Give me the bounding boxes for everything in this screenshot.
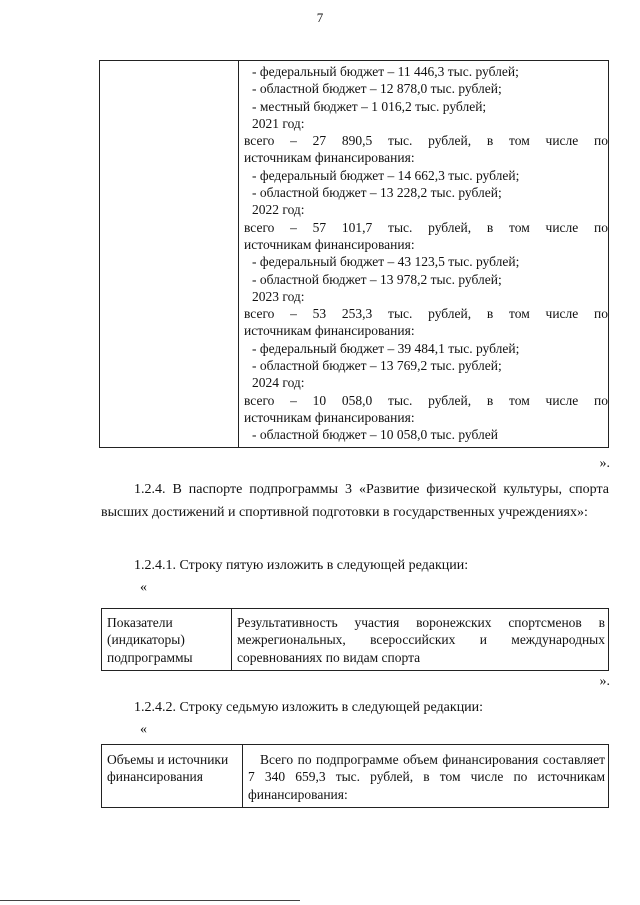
empty-label-cell [100,61,239,448]
funding-details-cell [239,61,609,448]
funding-line: - областной бюджет – 10 058,0 тыс. рублей [252,427,498,443]
funding-total-line: всего – 10 058,0 тыс. рублей, в том числе по [244,392,608,408]
paragraph-1-2-4-1: 1.2.4.1. Строку пятую изложить в следующей редакции: [134,558,469,573]
paragraph-1-2-4-2: 1.2.4.2. Строку седьмую изложить в следующей редакции: [134,700,484,715]
funding-line: - федеральный бюджет – 43 123,5 тыс. рублей; [252,254,520,270]
funding-line: - федеральный бюджет – 39 484,1 тыс. рублей; [252,340,520,356]
financing-label-cell: Объемы и источники финансирования [102,745,243,808]
closing-quote: ». [599,456,610,471]
indicators-table [101,608,609,671]
funding-line: источникам финансирования: [244,150,415,166]
opening-quote: « [140,580,147,595]
financing-table [101,744,609,808]
funding-line: источникам финансирования: [244,236,415,252]
funding-line: - федеральный бюджет – 14 662,3 тыс. рублей; [252,167,520,183]
funding-line: - областной бюджет – 13 769,2 тыс. рублей; [252,358,502,374]
indicators-value-cell: Результативность участия воронежских спортсменов в межрегиональных, всероссийских и международных соревнованиях по видам спорта [232,609,609,671]
funding-line: - федеральный бюджет – 11 446,3 тыс. рублей; [252,64,519,79]
funding-line: - областной бюджет – 13 978,2 тыс. рублей; [252,271,502,287]
closing-quote: ». [599,674,610,689]
page-number: 7 [316,10,324,25]
year-heading: 2023 год: [252,288,305,304]
funding-table-continuation [99,60,609,448]
year-heading: 2021 год: [252,115,305,131]
financing-value-cell: Всего по подпрограмме объем финансирования составляет 7 340 659,3 тыс. рублей, в том числе по источникам финансирования: [243,745,609,808]
funding-total-line: всего – 53 253,3 тыс. рублей, в том числе по [244,306,608,322]
funding-line: - местный бюджет – 1 016,2 тыс. рублей; [252,98,487,114]
funding-line: источникам финансирования: [244,409,415,425]
funding-line: - областной бюджет – 12 878,0 тыс. рублей; [252,81,502,97]
indicators-label-cell: Показатели (индикаторы) подпрограммы [102,609,232,671]
year-heading: 2024 год: [252,375,305,391]
funding-line: - областной бюджет – 13 228,2 тыс. рублей; [252,185,502,201]
opening-quote: « [140,722,147,737]
paragraph-1-2-4: 1.2.4. В паспорте подпрограммы 3 «Развитие физической культуры, спорта высших достижений и спортивной подготовки в государственных учреждениях»: [101,482,609,520]
funding-total-line: всего – 27 890,5 тыс. рублей, в том числе по [244,133,608,149]
footer-rule [0,900,300,901]
year-heading: 2022 год: [252,202,305,218]
funding-total-line: всего – 57 101,7 тыс. рублей, в том числе по [244,219,608,235]
funding-line: источникам финансирования: [244,323,415,339]
